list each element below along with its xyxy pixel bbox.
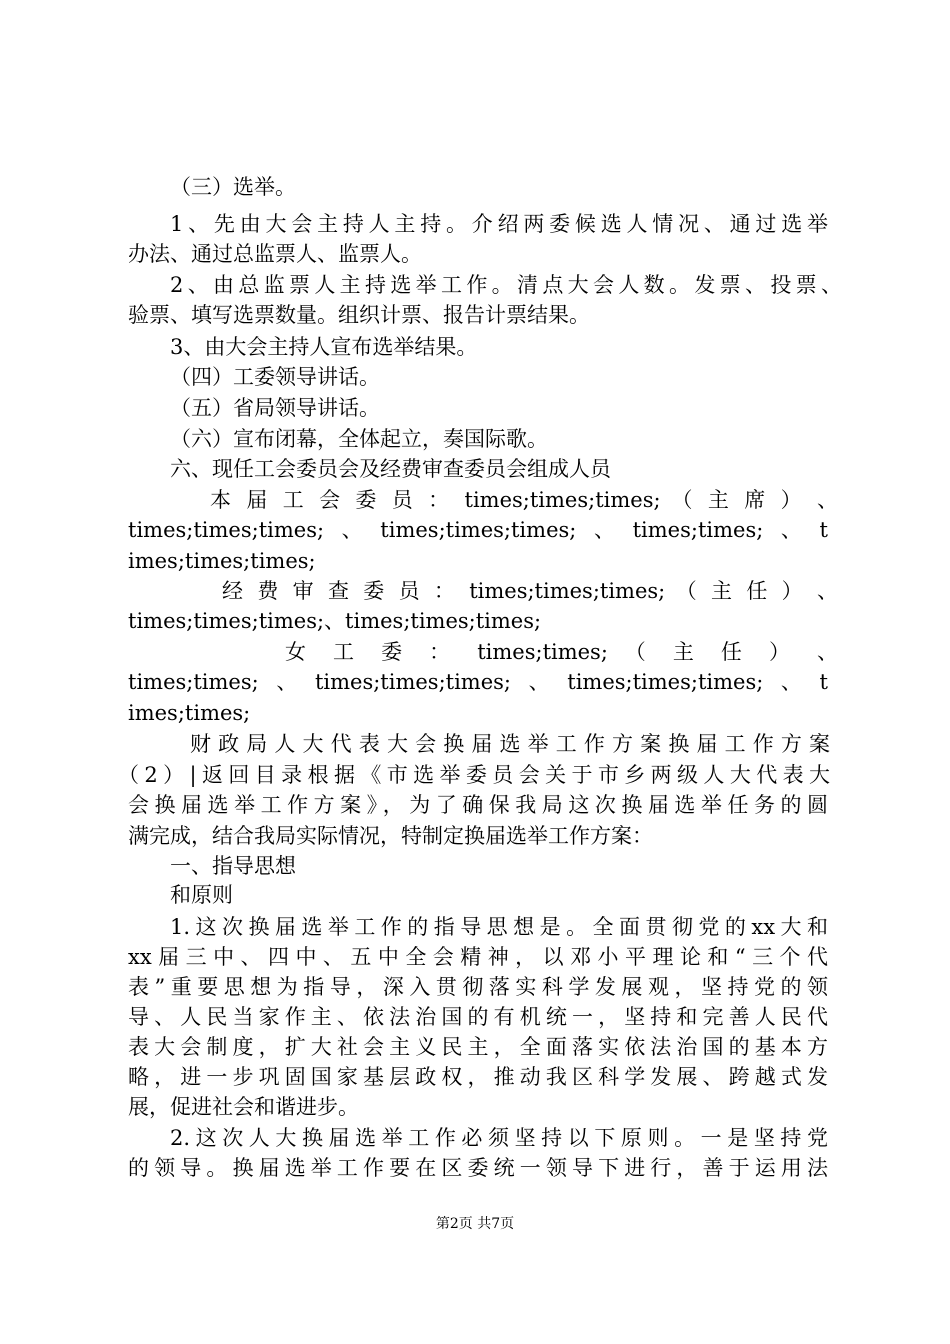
text-line: imes;times;times; [128, 549, 316, 573]
text-line: 满完成，结合我局实际情况，特制定换届选举工作方案： [128, 824, 653, 848]
text-line: times;times;times;、times;times;times; [128, 609, 542, 633]
text-line: 财政局人大代表大会换届选举工作方案换届工作方案 [190, 732, 830, 756]
text-line: 会换届选举工作方案》，为了确保我局这次换届选举任务的圆 [128, 793, 828, 817]
text-line: 2、由总监票人主持选举工作。清点大会人数。发票、投票、 [170, 273, 842, 297]
text-line: 1.这次换届选举工作的指导思想是。全面贯彻党的xx大和 [170, 915, 828, 939]
text-line: 略，进一步巩固国家基层政权，推动我区科学发展、跨越式发 [128, 1065, 828, 1089]
text-line: 验票、填写选票数量。组织计票、报告计票结果。 [128, 303, 590, 327]
text-line: 和原则 [170, 883, 233, 907]
page-number-footer: 第2页 共7页 [435, 1216, 515, 1232]
text-line: times;times;、times;times;times;、times;times;times;、t [128, 670, 828, 694]
text-line: 经 费 审 查 委 员 ： times;times;times; （ 主 任 ） 、 [222, 579, 838, 603]
text-line: 六、现任工会委员会及经费审查委员会组成人员 [170, 457, 611, 481]
text-line: 本 届 工 会 委 员 ： times;times;times; （ 主 席 ） 、 [210, 488, 838, 512]
text-line: （2）|返回目录根据《市选举委员会关于市乡两级人大代表大 [118, 763, 830, 787]
text-line: 的领导。换届选举工作要在区委统一领导下进行，善于运用法 [128, 1156, 828, 1180]
text-line: 1、先由大会主持人主持。介绍两委候选人情况、通过选举 [170, 212, 828, 236]
text-line: 办法、通过总监票人、监票人。 [128, 242, 422, 266]
text-line: times;times;times;、times;times;times;、times;times;、t [128, 518, 828, 542]
text-line: （四）工委领导讲话。 [170, 365, 380, 389]
text-line: （五）省局领导讲话。 [170, 396, 380, 420]
text-line: 女 工 委 ： times;times; （ 主 任 ） 、 [285, 640, 838, 664]
text-line: 3、由大会主持人宣布选举结果。 [170, 335, 478, 359]
text-line: 表大会制度，扩大社会主义民主，全面落实依法治国的基本方 [128, 1035, 828, 1059]
text-line: imes;times; [128, 701, 251, 725]
text-line: 展，促进社会和谐进步。 [128, 1095, 359, 1119]
text-line: 一、指导思想 [170, 854, 296, 878]
text-line: xx届三中、四中、五中全会精神，以邓小平理论和“三个代 [128, 945, 828, 969]
text-line: （六）宣布闭幕，全体起立，奏国际歌。 [170, 427, 548, 451]
text-line: 2.这次人大换届选举工作必须坚持以下原则。一是坚持党 [170, 1126, 828, 1150]
text-line: 表”重要思想为指导，深入贯彻落实科学发展观，坚持党的领 [128, 975, 828, 999]
text-line: 导、人民当家作主、依法治国的有机统一，坚持和完善人民代 [128, 1005, 828, 1029]
text-line: （三）选举。 [170, 175, 296, 199]
